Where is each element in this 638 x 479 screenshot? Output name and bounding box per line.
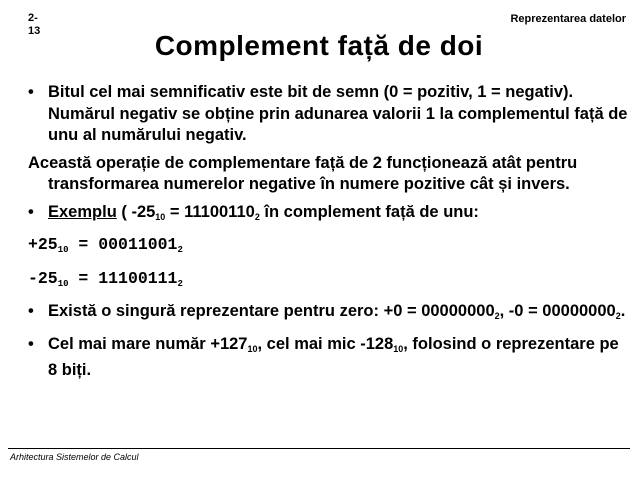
paragraph-complement-operation <box>28 153 628 196</box>
bullet-marker: • <box>28 302 34 320</box>
example-text-mid: = 11100110 <box>165 202 255 221</box>
page-number: 2-13 <box>28 12 41 37</box>
bullet-example <box>28 202 628 229</box>
zero-text-1: Există o singură reprezentare pentru zero: +0 = 00000000 <box>48 302 495 320</box>
example-text-post: în complement față de unu: <box>259 202 479 221</box>
equation-plus-25 <box>28 234 628 262</box>
bullet-zero-representation <box>28 301 628 328</box>
eq2-rhs: = 11100111 <box>68 268 178 288</box>
bullet-sign-bit-text: Bitul cel mai semnificativ este bit de semn (0 = pozitiv, 1 = negativ). Numărul negativ se obține prin adunarea valorii 1 la complementul față de unu al numărului negativ. <box>48 83 628 144</box>
eq1-rhs: = 00011001 <box>68 235 178 254</box>
range-text-2: , cel mai mic -128 <box>257 334 394 353</box>
range-sub-2: 10 <box>393 343 404 354</box>
equation-minus-25 <box>28 268 628 296</box>
eq1-lhs: +25 <box>28 235 58 254</box>
zero-sub-1: 2 <box>494 311 500 321</box>
eq2-lhs: -25 <box>28 268 58 288</box>
bullet-marker: • <box>28 334 34 353</box>
footer-course-name: Arhitectura Sistemelor de Calcul <box>10 452 139 462</box>
slide-body <box>28 82 628 388</box>
range-text-3: , folosind o reprezentare pe 8 biți. <box>48 334 619 379</box>
bullet-marker: • <box>28 202 34 221</box>
bullet-marker: • <box>28 83 34 101</box>
zero-text-2: , -0 = 00000000 <box>499 302 616 320</box>
eq2-lhs-sub: 10 <box>57 278 69 289</box>
paragraph-complement-operation-text: Această operație de complementare față de 2 funcționează atât pentru transformarea numerelor negative în numere pozitive cât și invers. <box>28 153 578 193</box>
eq2-rhs-sub: 2 <box>177 278 183 289</box>
eq1-lhs-sub: 10 <box>57 245 69 255</box>
zero-sub-2: 2 <box>615 311 621 321</box>
bullet-range <box>28 334 628 382</box>
footer-divider <box>8 448 630 449</box>
slide-title: Complement față de doi <box>154 30 484 61</box>
example-link[interactable]: Exemplu <box>48 202 117 221</box>
range-sub-1: 10 <box>247 343 258 354</box>
section-header: Reprezentarea datelor <box>510 13 626 25</box>
example-text-pre: ( -25 <box>116 202 156 221</box>
example-sub-base10: 10 <box>155 211 166 222</box>
bullet-sign-bit <box>28 82 628 147</box>
range-text-1: Cel mai mare număr +127 <box>48 334 248 353</box>
zero-text-3: . <box>620 302 626 320</box>
eq1-rhs-sub: 2 <box>177 245 183 255</box>
example-sub-base2: 2 <box>254 211 260 222</box>
